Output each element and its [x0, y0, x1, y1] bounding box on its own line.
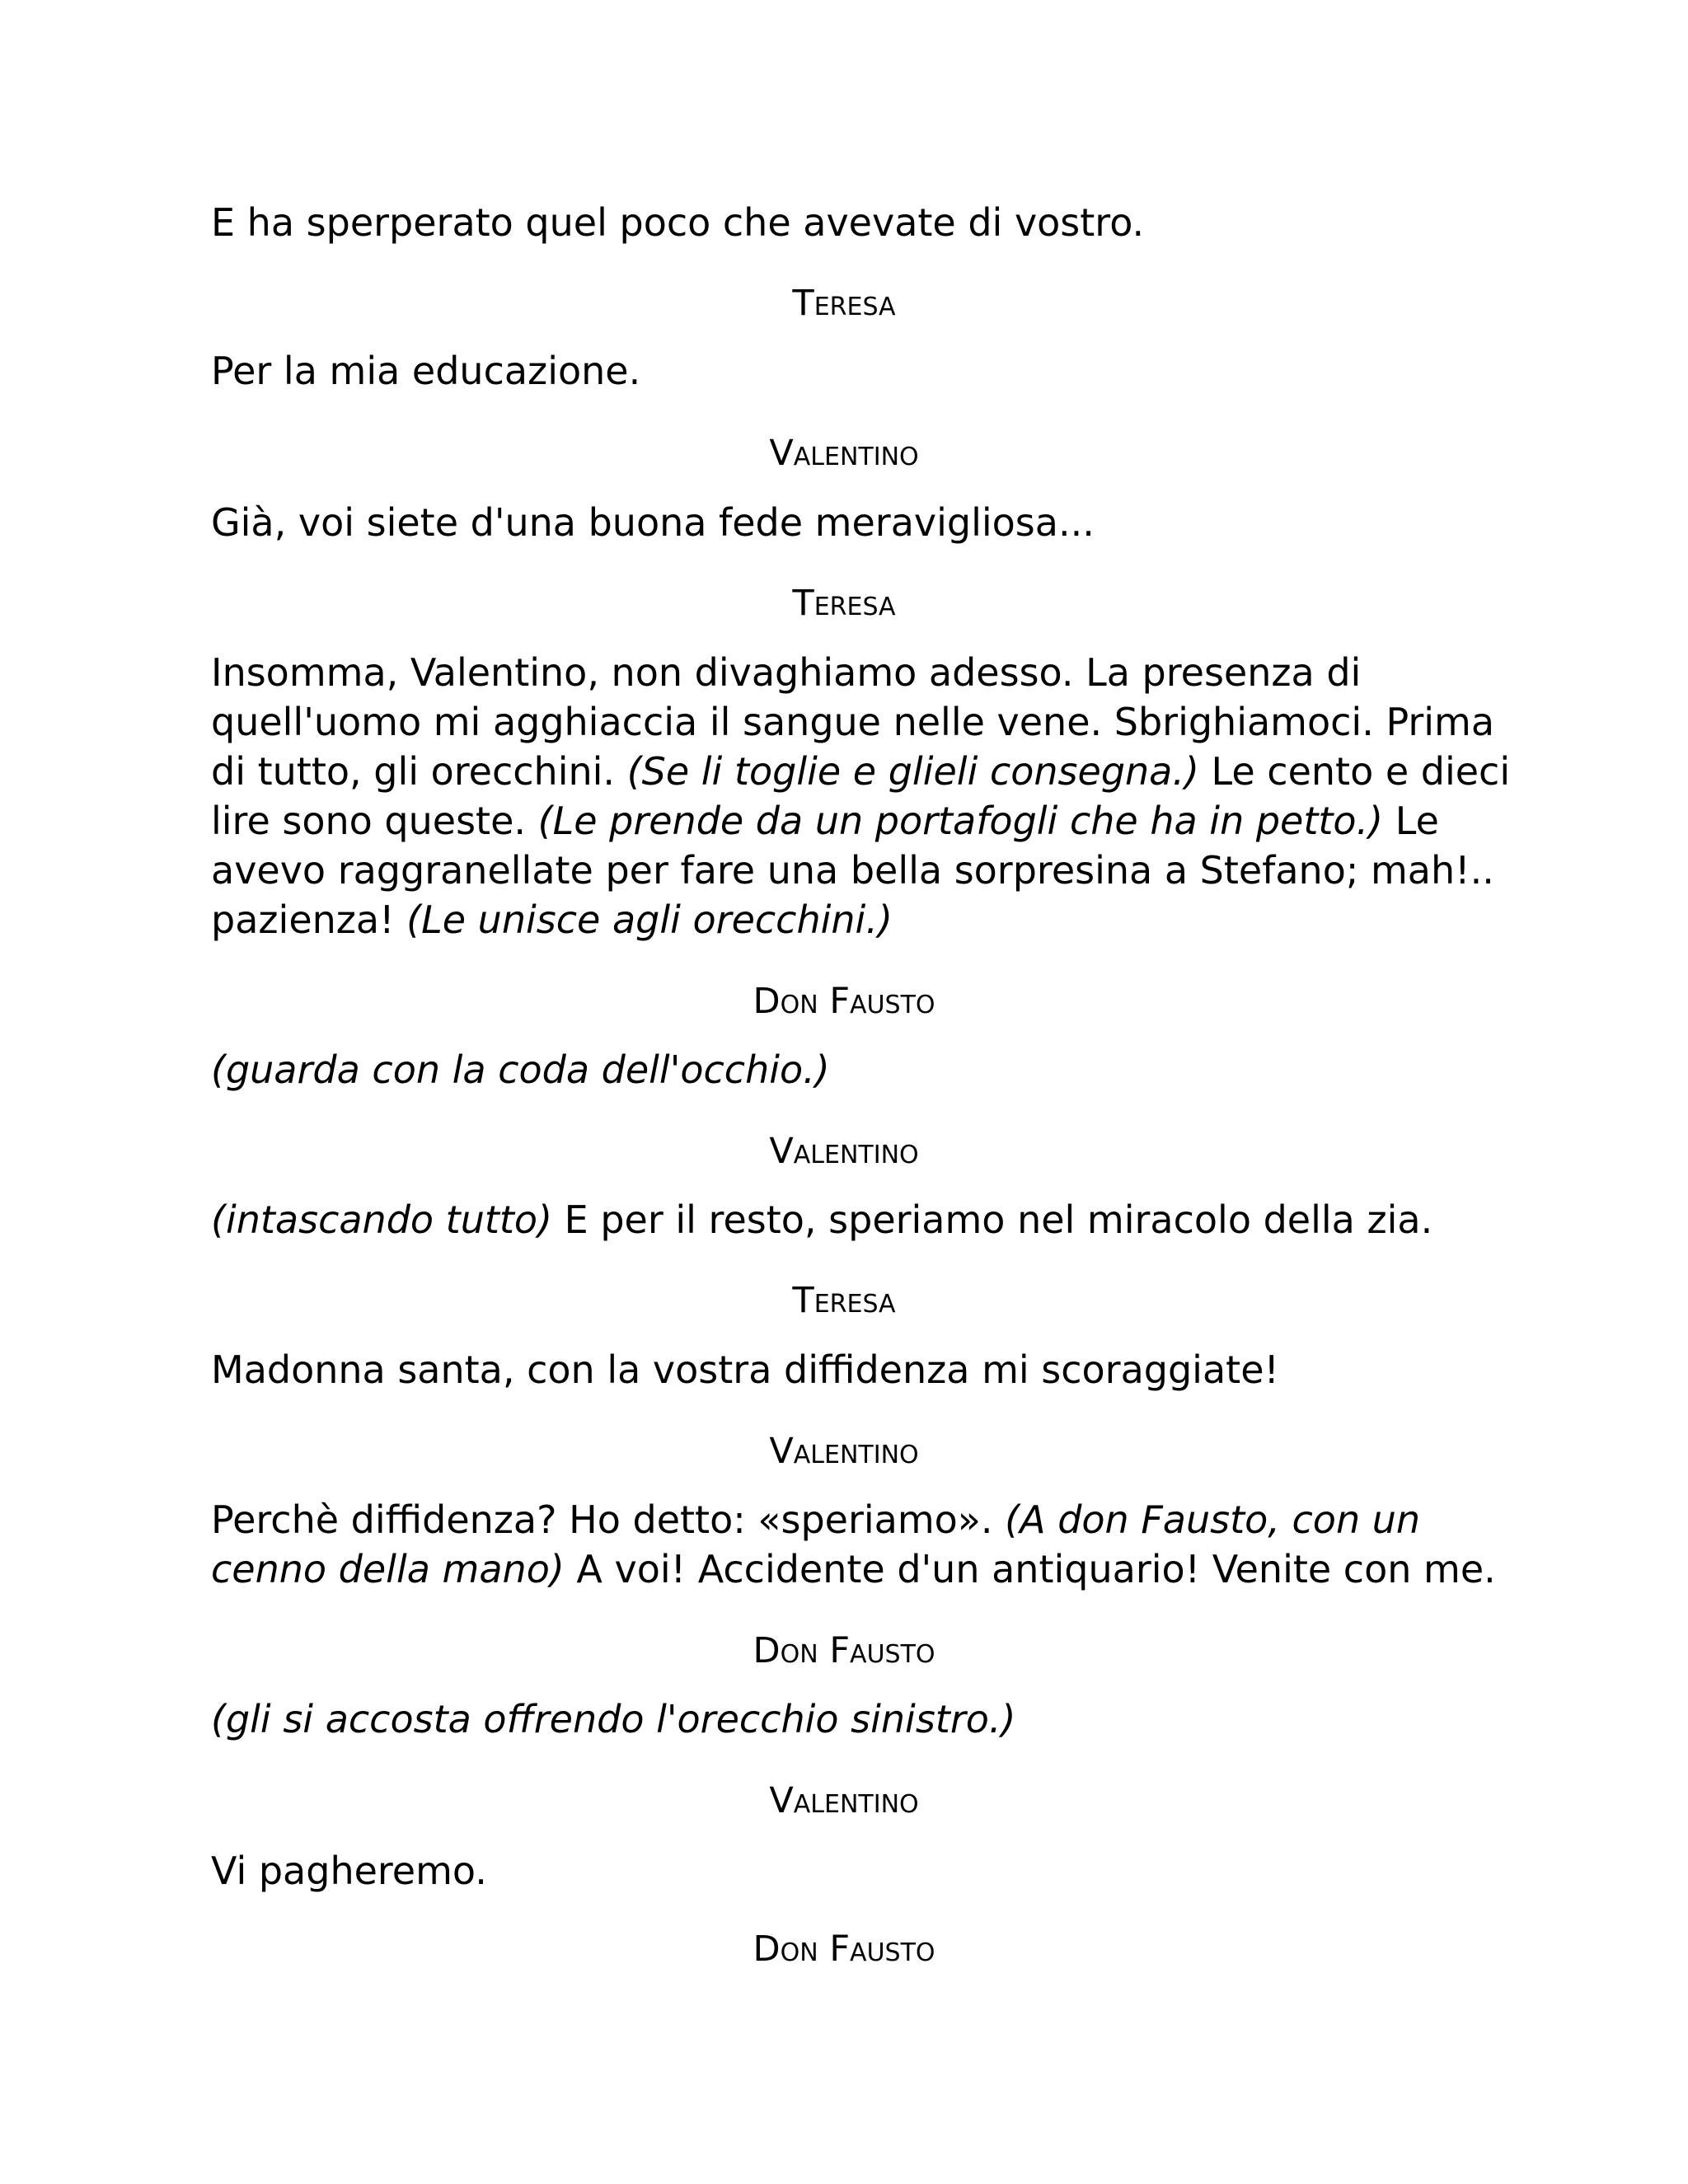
speaker-name: Teresa: [792, 283, 896, 324]
dialogue-line: [211, 1195, 1432, 1244]
speaker-name: Valentino: [769, 1431, 919, 1472]
dialogue-text: E per il resto, speriamo nel miracolo della zia.: [552, 1197, 1433, 1242]
dialogue-line: [211, 697, 1494, 747]
dialogue-line: [211, 198, 1144, 247]
dialogue-line: [211, 1345, 1279, 1394]
speaker-name: Don Fausto: [753, 1630, 935, 1671]
dialogue-line: [211, 846, 1494, 895]
dialogue-line: [211, 1544, 1496, 1594]
dialogue-text: lire sono queste.: [211, 799, 538, 843]
dialogue-text: Le: [1383, 799, 1439, 843]
dialogue-text: A voi! Accidente d'un antiquario! Venite con me.: [564, 1547, 1496, 1591]
stage-direction: (Se li toglie e glieli consegna.): [626, 749, 1199, 794]
dialogue-text: Le cento e dieci: [1198, 749, 1511, 794]
dialogue-text: avevo raggranellate per fare una bella sorpresina a Stefano; mah!..: [211, 848, 1494, 893]
dialogue-line: [211, 346, 640, 396]
dialogue-text: Già, voi siete d'una buona fede meravigliosa...: [211, 500, 1095, 545]
dialogue-text: Per la mia educazione.: [211, 349, 641, 393]
stage-direction: (Le unisce agli orecchini.): [406, 898, 893, 942]
stage-direction: (A don Fausto, con un: [1005, 1497, 1421, 1542]
dialogue-line: [211, 1846, 487, 1896]
dialogue-line: [211, 1694, 1015, 1744]
dialogue-line: [211, 895, 893, 944]
dialogue-line: [211, 648, 1361, 697]
stage-direction: (guarda con la coda dell'occhio.): [211, 1047, 830, 1092]
stage-direction: (Le prende da un portafogli che ha in petto.): [537, 799, 1384, 843]
speaker-name: Valentino: [769, 433, 919, 474]
dialogue-line: [211, 796, 1439, 846]
speaker-name: Don Fausto: [753, 981, 935, 1022]
dialogue-line: [211, 498, 1095, 547]
speaker-name: Valentino: [769, 1780, 919, 1821]
dialogue-text: pazienza!: [211, 898, 407, 942]
dialogue-text: Vi pagheremo.: [211, 1849, 487, 1893]
dialogue-line: [211, 1045, 830, 1094]
dialogue-line: [211, 1495, 1420, 1544]
stage-direction: (intascando tutto): [211, 1197, 553, 1242]
dialogue-text: E ha sperperato quel poco che avevate di vostro.: [211, 200, 1145, 245]
stage-direction: (gli si accosta offrendo l'orecchio sinistro.): [211, 1697, 1016, 1741]
dialogue-text: quell'uomo mi agghiaccia il sangue nelle vene. Sbrighiamoci. Prima: [211, 700, 1495, 744]
stage-direction: cenno della mano): [211, 1547, 565, 1591]
dialogue-line: [211, 747, 1510, 796]
dialogue-text: Madonna santa, con la vostra diffidenza mi scoraggiate!: [211, 1347, 1279, 1392]
dialogue-text: Perchè diffidenza? Ho detto: «speriamo».: [211, 1497, 1006, 1542]
dialogue-text: Insomma, Valentino, non divaghiamo adesso. La presenza di: [211, 650, 1362, 695]
speaker-name: Teresa: [792, 1280, 896, 1321]
speaker-name: Don Fausto: [753, 1929, 935, 1970]
speaker-name: Valentino: [769, 1131, 919, 1172]
dialogue-text: di tutto, gli orecchini.: [211, 749, 627, 794]
speaker-name: Teresa: [792, 583, 896, 624]
